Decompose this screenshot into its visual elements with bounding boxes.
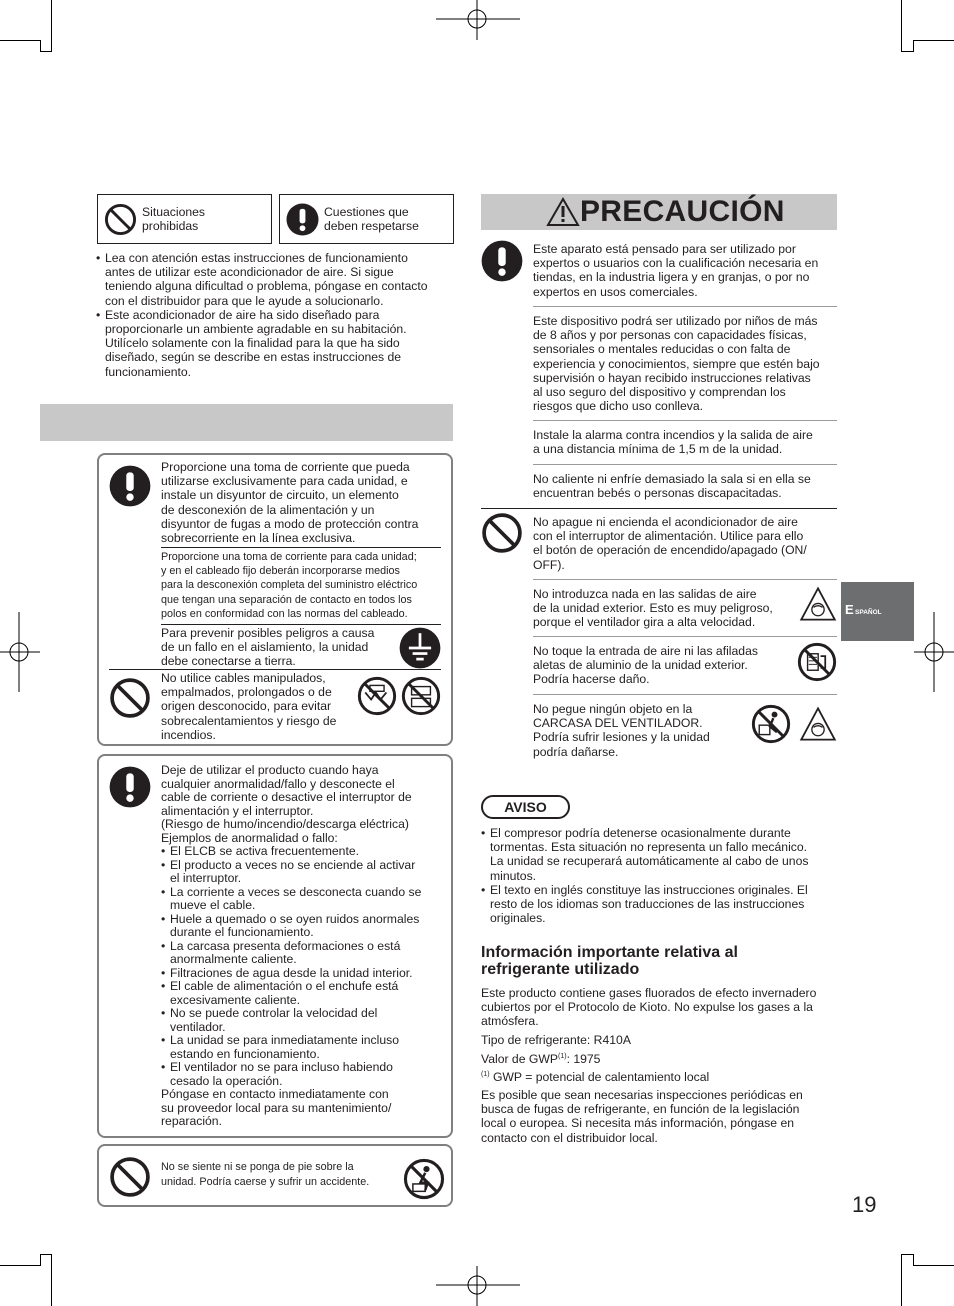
divider xyxy=(533,420,837,421)
list-item: • Lea con atención estas instrucciones de funcionamiento antes de utilizar este acondicionador de aire. Si sigue teniendo alguna dificultad o problema, póngase en contacto con el distribuidor para que le ayude a solucionarlo. xyxy=(96,251,456,308)
exclamation-icon xyxy=(109,465,151,507)
warning-box-standing xyxy=(97,1144,453,1207)
cable-warning-text: No utilice cables manipulados, empalmados, prolongados o de origen desconocido, para evitar sobrecalentamientos y riesgo de incendios. xyxy=(161,671,337,742)
list-item: • El texto en inglés constituye las instrucciones originales. El resto de los idiomas son traducciones de las instrucciones originales. xyxy=(481,883,841,926)
warning-box-abnormality xyxy=(97,754,453,1138)
precaution-header xyxy=(481,194,837,230)
list-item: • Este acondicionador de aire ha sido diseñado para proporcionarle un ambiente agradable en su habitación. Utilícelo solamente con la finalidad para la que ha sido diseñado, según se describe en estas instrucciones de funcionamiento. xyxy=(96,308,456,379)
list-item: • La corriente a veces se desconecta cuando se mueve el cable. xyxy=(161,886,446,913)
list-item: • La unidad se para inmediatamente incluso estando en funcionamiento. xyxy=(161,1034,446,1061)
legend-prohibited-label: Situaciones prohibidas xyxy=(142,205,206,233)
prohibition-icon xyxy=(481,512,523,554)
page-title: PRECAUCIÓN xyxy=(580,195,785,228)
disconnect-text: Proporcione una toma de corriente para cada unidad; y en el cableado fijo deberán incorporarse medios para la desconexión completa del suministro eléctrico que tengan una separación de contacto en todos los polos en conformidad con las normas del cableado. xyxy=(161,551,418,620)
list-item: • El ELCB se activa frecuentemente. xyxy=(161,845,446,859)
list-item: • El producto a veces no se enciende al activar el interruptor. xyxy=(161,859,446,886)
gwp-footnote xyxy=(481,1068,841,1084)
notice-bullets xyxy=(481,826,841,925)
power-outlet-text: Proporcione una toma de corriente que pueda utilizarse exclusivamente para cada unidad, e instale un disyuntor de circuito, un elemento de desconexión de la alimentación y un disyuntor de fugas a modo de protección contra sobrecorriente en la línea exclusiva. xyxy=(161,460,419,546)
expert-use-text: Este aparato está pensado para ser utilizado por expertos o usuarios con la cualificación necesaria en tiendas, en la industria ligera y en granjas, o por no expertos en usos comerciales. xyxy=(533,242,819,299)
list-item: • La carcasa presenta deformaciones o está anormalmente caliente. xyxy=(161,940,446,967)
intro-bullets xyxy=(96,251,456,379)
divider xyxy=(533,694,837,695)
no-standing-icon xyxy=(403,1158,445,1200)
prohibition-icon xyxy=(109,1156,151,1198)
page-number: 19 xyxy=(852,1192,877,1217)
no-touch-fins-icon xyxy=(797,642,837,682)
refrigerant-gases-text: Este producto contiene gases fluorados de efecto invernadero cubiertos por el Protocolo de Kioto. No expulse los gases a la atmósfera. xyxy=(481,986,817,1029)
fan-case-text: No pegue ningún objeto en la CARCASA DEL VENTILADOR. Podría sufrir lesiones y la unidad podría dañarse. xyxy=(533,702,710,759)
refrigerant-heading: Información importante relativa al refrigerante utilizado xyxy=(481,944,738,978)
divider xyxy=(109,669,441,670)
list-item: • Huele a quemado o se oyen ruidos anormales durante el funcionamiento. xyxy=(161,913,446,940)
prohibition-icon xyxy=(104,203,137,236)
abnormality-list xyxy=(161,845,446,1088)
standing-text: No se siente ni se ponga de pie sobre la unidad. Podría caerse y sufrir un accidente. xyxy=(161,1161,370,1188)
language-tab xyxy=(841,582,914,641)
list-item: • El ventilador no se para incluso habiendo cesado la operación. xyxy=(161,1061,446,1088)
exclamation-icon xyxy=(109,766,151,808)
divider xyxy=(161,624,441,625)
gwp-number: : 1975 xyxy=(566,1052,601,1067)
room-temperature-text: No caliente ni enfríe demasiado la sala si en ella se encuentran bebés o personas discapacitadas. xyxy=(533,472,811,501)
fan-hazard-triangle-icon xyxy=(799,586,837,622)
divider xyxy=(533,464,837,465)
air-inlet-text: No toque la entrada de aire ni las afiladas aletas de aluminio de la unidad exterior. Podría hacerse daño. xyxy=(533,644,758,687)
fan-hazard-triangle-icon xyxy=(799,706,837,742)
children-use-text: Este dispositivo podrá ser utilizado por niños de más de 8 años y por personas con capacidades físicas, sensoriales o mentales reducidas o con falta de experiencia y conocimientos, siempre que estén bajo supervisión o hayan recibido instrucciones relativas al uso seguro del dispositivo y comprendan los riesgos que dicho uso conlleva. xyxy=(533,314,820,414)
footnote-text: GWP = potencial de calentamiento local xyxy=(489,1070,710,1085)
abnormality-text: Deje de utilizar el producto cuando haya cualquier anormalidad/fallo y desconecte el cable de corriente o desactive el interruptor de alimentación y el interruptor. (Riesgo de humo/incendio/descarga eléctrica) Ejemplos de anormalidad o fallo: xyxy=(161,763,412,845)
notice-label: AVISO xyxy=(481,795,570,819)
legend-prohibited xyxy=(97,194,272,244)
contact-text: Póngase en contacto inmediatamente con su proveedor local para su mantenimiento/ reparación. xyxy=(161,1087,392,1128)
list-item: • El compresor podría detenerse ocasionalmente durante tormentas. Esta situación no representa un fallo mecánico. La unidad se recuperará automáticamente al cabo de unos minutos. xyxy=(481,826,841,883)
gwp-label: Valor de GWP xyxy=(481,1052,558,1067)
list-item: • No se puede controlar la velocidad del ventilador. xyxy=(161,1007,446,1034)
divider xyxy=(481,508,837,509)
divider xyxy=(533,306,837,307)
exclamation-icon xyxy=(481,240,523,282)
prohibition-icon xyxy=(109,677,151,719)
warning-box-power xyxy=(97,453,453,746)
extension-cord-prohibited-icon xyxy=(401,676,441,716)
gwp-value xyxy=(481,1050,841,1066)
earth-ground-icon xyxy=(399,627,441,669)
legend-required xyxy=(279,194,454,244)
language-tab-initial: E xyxy=(845,602,854,617)
footnote-marker: (1) xyxy=(481,1071,490,1078)
no-sticking-objects-icon xyxy=(751,704,791,744)
exclamation-icon xyxy=(286,203,319,236)
fire-alarm-text: Instale la alarma contra incendios y la salida de aire a una distancia mínima de 1,5 m de la unidad. xyxy=(533,428,813,457)
list-item: • El cable de alimentación o el enchufe está excesivamente caliente. xyxy=(161,980,446,1007)
list-item: • Filtraciones de agua desde la unidad interior. xyxy=(161,967,446,981)
refrigerant-type: Tipo de refrigerante: R410A xyxy=(481,1033,631,1047)
divider xyxy=(161,547,441,548)
legend-required-label: Cuestiones que deben respetarse xyxy=(324,205,419,233)
language-tab-label: SPAÑOL xyxy=(855,609,882,616)
earthing-text: Para prevenir posibles peligros a causa de un fallo en el aislamiento, la unidad debe conectarse a tierra. xyxy=(161,626,375,669)
warning-triangle-icon xyxy=(546,197,580,227)
gwp-superscript: (1) xyxy=(558,1053,567,1060)
section-header-bar xyxy=(40,404,453,441)
divider xyxy=(533,636,837,637)
divider xyxy=(533,579,837,580)
damaged-cable-prohibited-icon xyxy=(357,676,397,716)
inspection-text: Es posible que sean necesarias inspecciones periódicas en busca de fugas de refrigerante, en función de la legislación local o europea. Si necesita más información, póngase en contacto con el distribuidor local. xyxy=(481,1088,803,1145)
power-switch-text: No apague ni encienda el acondicionador de aire con el interruptor de alimentación. Utilice para ello el botón de operación de encendido/apagado (ON/ OFF). xyxy=(533,515,807,572)
air-outlet-text: No introduzca nada en las salidas de aire de la unidad exterior. Esto es muy peligroso, porque el ventilador gira a alta velocidad. xyxy=(533,587,773,630)
